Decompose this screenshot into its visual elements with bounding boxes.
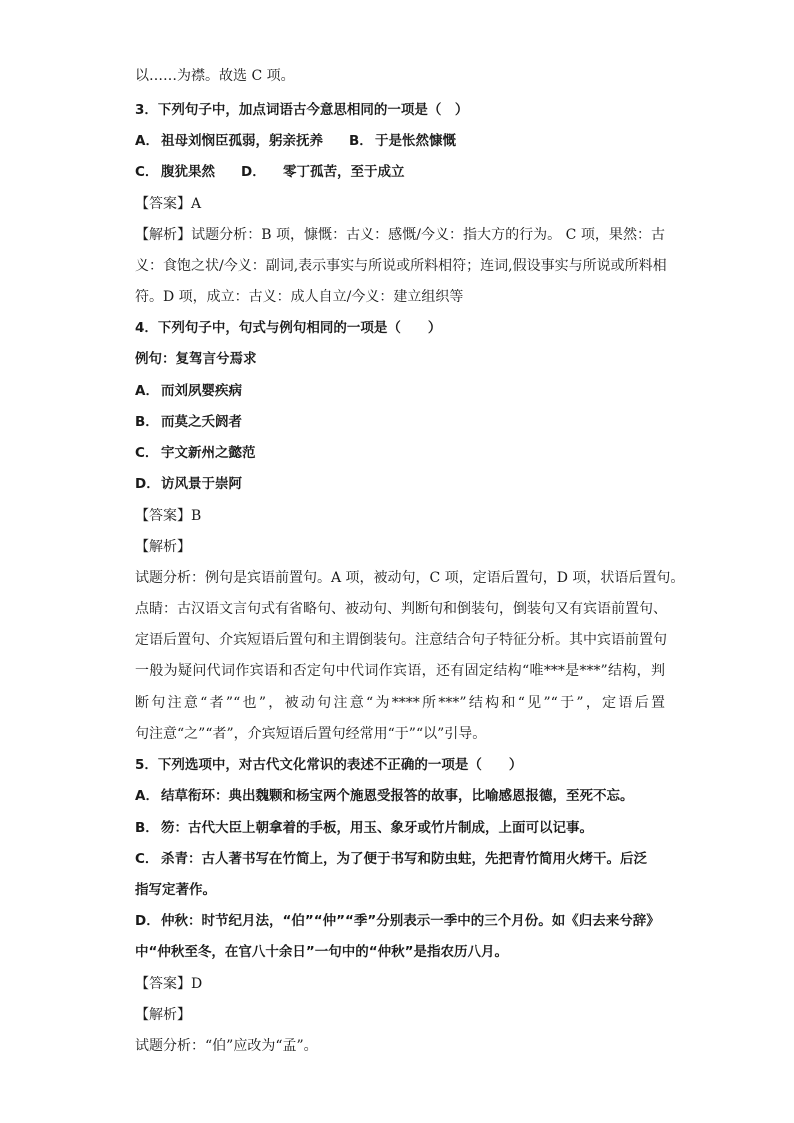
option-label: C． (135, 164, 159, 180)
option-b: 于是怅然慷慨 (375, 133, 456, 149)
option-d: 零丁孤苦，至于成立 (283, 164, 405, 180)
option-label: C． (135, 851, 159, 867)
question-4-option-b (135, 412, 665, 432)
analysis-heading: 【解析】 (135, 1007, 191, 1023)
question-5-option-a (135, 786, 665, 806)
option-a: 祖母刘悯臣孤弱，躬亲抚养 (161, 133, 323, 149)
analysis-line: 句注意“之”“者”，介宾短语后置句经常用“于”“以”引导。 (135, 726, 487, 742)
analysis-heading: 【解析】 (135, 539, 191, 555)
analysis-line: 断句注意“者”“也”，被动句注意“为****所***”结构和“见”“于”，定语后置 (135, 695, 665, 711)
question-5-title: 5．下列选项中，对古代文化常识的表述不正确的一项是（ ） (135, 757, 523, 773)
text-line: 以……为襟。故选 C 项。 (135, 68, 295, 84)
question-5-option-c (135, 849, 665, 869)
question-5-option-b (135, 818, 665, 838)
analysis-line: 点睛：古汉语文言句式有省略句、被动句、判断句和倒装句，倒装句又有宾语前置句、 (135, 601, 667, 617)
option-text: 笏：古代大臣上朝拿着的手板，用玉、象牙或竹片制成，上面可以记事。 (161, 820, 593, 836)
question-5-option-d-cont: 中“仲秋至冬，在官八十余日”一句中的“仲秋”是指农历八月。 (135, 944, 508, 960)
option-label: A． (135, 133, 159, 149)
option-label: D． (241, 164, 266, 180)
option-text: 宇文新州之懿范 (161, 445, 256, 461)
analysis-line: 试题分析：“伯”应改为“孟”。 (135, 1038, 318, 1054)
question-4-option-a (135, 381, 665, 401)
analysis-line: 义：食饱之状/今义：副词,表示事实与所说或所料相符；连词,假设事实与所说或所料相 (135, 258, 667, 274)
question-4-option-d (135, 474, 665, 494)
option-text: 仲秋：时节纪月法，“伯”“仲”“季”分别表示一季中的三个月份。如《归去来兮辞》 (161, 913, 660, 929)
question-3-options-cd (135, 162, 665, 182)
option-label: B． (135, 820, 159, 836)
option-c: 腹犹果然 (161, 164, 215, 180)
answer-line: 【答案】A (135, 196, 202, 212)
option-text: 而刘夙婴疾病 (161, 383, 242, 399)
option-label: D． (135, 476, 160, 492)
option-text: 而莫之夭阏者 (161, 414, 242, 430)
question-4-example: 例句：复驾言兮焉求 (135, 351, 257, 367)
option-label: A． (135, 788, 159, 804)
question-4-title: 4．下列句子中，句式与例句相同的一项是（ ） (135, 320, 442, 336)
question-5-option-c-cont: 指写定著作。 (135, 882, 216, 898)
answer-line: 【答案】B (135, 508, 202, 524)
option-label: C． (135, 445, 159, 461)
option-text: 访风景于崇阿 (161, 476, 242, 492)
option-label: D． (135, 913, 160, 929)
option-label: B． (135, 414, 159, 430)
analysis-line: 符。D 项，成立：古义：成人自立/今义：建立组织等 (135, 289, 464, 305)
analysis-line: 【解析】试题分析：B 项，慷慨：古义：感慨/今义：指大方的行为。 C 项，果然：古 (135, 227, 665, 243)
analysis-line: 定语后置句、介宾短语后置句和主谓倒装句。注意结合句子特征分析。其中宾语前置句 (135, 632, 667, 648)
option-text: 杀青：古人著书写在竹简上，为了便于书写和防虫蛀，先把青竹简用火烤干。后泛 (161, 851, 647, 867)
analysis-line: 一般为疑问代词作宾语和否定句中代词作宾语，还有固定结构“唯***是***”结构，判 (135, 663, 665, 679)
option-text: 结草衔环：典出魏颗和杨宝两个施恩受报答的故事，比喻感恩报德，至死不忘。 (161, 788, 634, 804)
question-4-option-c (135, 443, 665, 463)
question-3-title: 3．下列句子中，加点词语古今意思相同的一项是（ ） (135, 102, 469, 118)
answer-line: 【答案】D (135, 976, 203, 992)
question-5-option-d (135, 911, 665, 931)
analysis-line: 试题分析：例句是宾语前置句。A 项，被动句，C 项，定语后置句，D 项，状语后置句。 (135, 570, 685, 586)
question-3-options-ab (135, 131, 665, 151)
option-label: A． (135, 383, 159, 399)
option-label: B． (349, 133, 373, 149)
